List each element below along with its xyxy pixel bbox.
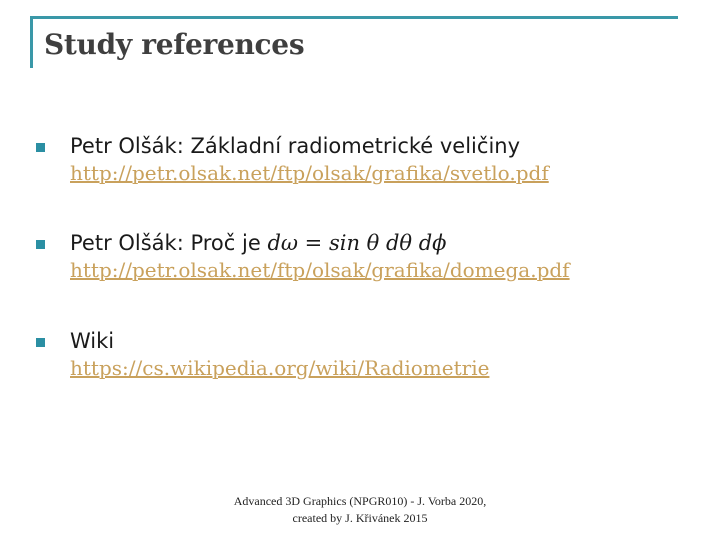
bullet-square-icon	[36, 143, 45, 152]
title-frame	[30, 16, 678, 68]
footer-course-line: Advanced 3D Graphics (NPGR010) - J. Vorba 2020,	[233, 494, 487, 508]
bullet-square-icon	[36, 240, 45, 249]
reference-link[interactable]: https://cs.wikipedia.org/wiki/Radiometrie	[70, 356, 490, 380]
reference-heading	[70, 230, 446, 256]
slide-title: Study references	[44, 28, 305, 61]
footer-credit-line: created by J. Křivánek 2015	[292, 511, 428, 525]
reference-heading-text: Wiki	[70, 329, 115, 353]
reference-heading	[70, 133, 520, 159]
reference-link[interactable]: http://petr.olsak.net/ftp/olsak/grafika/domega.pdf	[70, 258, 570, 282]
title-frame-top-border	[30, 16, 678, 19]
reference-link[interactable]: http://petr.olsak.net/ftp/olsak/grafika/svetlo.pdf	[70, 161, 549, 185]
reference-heading-text: Petr Olšák: Proč je	[70, 231, 268, 255]
reference-heading	[70, 328, 114, 354]
bullet-square-icon	[36, 338, 45, 347]
solid-angle-formula: dω = sin θ dθ dϕ	[267, 231, 447, 255]
title-frame-left-border	[30, 16, 33, 68]
reference-heading-text: Petr Olšák: Základní radiometrické veličiny	[70, 134, 521, 158]
slide-footer	[160, 493, 560, 527]
